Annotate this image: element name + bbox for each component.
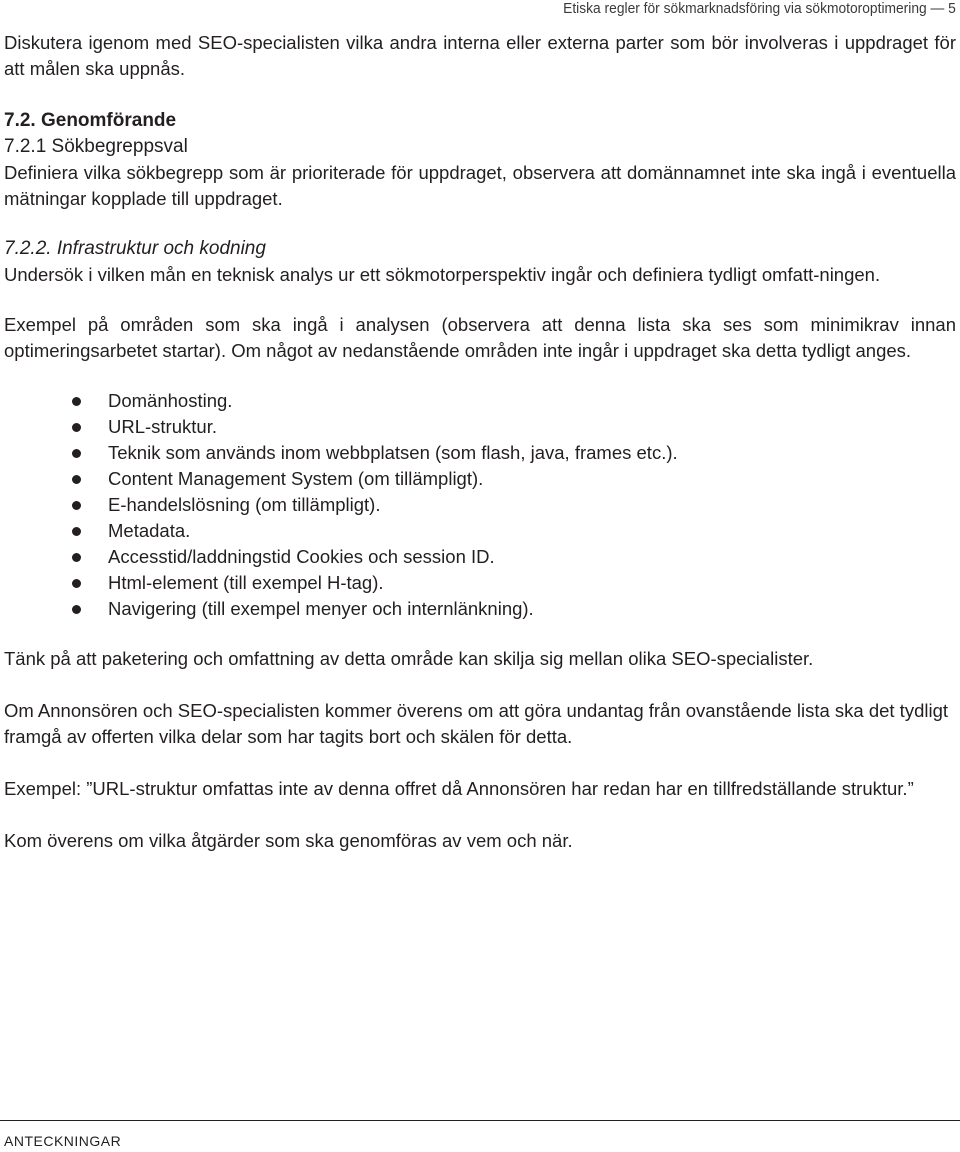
subsection-heading-infrastruktur: 7.2.2. Infrastruktur och kodning — [4, 238, 266, 259]
list-item — [4, 544, 956, 570]
list-item-text: E-handelslösning (om tillämpligt). — [108, 494, 381, 515]
infrastruktur-paragraph: Undersök i vilken mån en teknisk analys ur ett sökmotorperspektiv ingår och definiera tydligt omfatt-ningen. — [4, 264, 881, 285]
list-item — [4, 518, 956, 544]
list-item-text: Html-element (till exempel H-tag). — [108, 572, 384, 593]
bullet-icon — [72, 501, 81, 510]
list-item — [4, 414, 956, 440]
list-item-text: Accesstid/laddningstid Cookies och session ID. — [108, 546, 495, 567]
list-item-text: Navigering (till exempel menyer och internlänkning). — [108, 598, 534, 619]
agreement-paragraph: Kom överens om vilka åtgärder som ska genomföras av vem och när. — [4, 830, 573, 851]
packaging-paragraph: Tänk på att paketering och omfattning av detta område kan skilja sig mellan olika SEO-specialister. — [4, 648, 814, 669]
bullet-icon — [72, 605, 81, 614]
example-paragraph: Exempel: ”URL-struktur omfattas inte av denna offret då Annonsören har redan har en tillfredställande struktur.” — [4, 778, 914, 799]
list-item-text: Metadata. — [108, 520, 191, 541]
page-body — [4, 30, 956, 854]
list-item — [4, 440, 956, 466]
bullet-icon — [72, 553, 81, 562]
list-item — [4, 570, 956, 596]
bullet-icon — [72, 449, 81, 458]
list-item-text: Teknik som används inom webbplatsen (som flash, java, frames etc.). — [108, 442, 678, 463]
notes-divider — [0, 1120, 960, 1121]
list-item — [4, 466, 956, 492]
exceptions-paragraph: Om Annonsören och SEO-specialisten kommer överens om att göra undantag från ovanstående lista ska det tydligt framgå av offerten vilka delar som har tagits bort och skälen för detta. — [4, 700, 949, 747]
bullet-icon — [72, 475, 81, 484]
bullet-icon — [72, 527, 81, 536]
notes-label: ANTECKNINGAR — [4, 1133, 122, 1149]
examples-paragraph: Exempel på områden som ska ingå i analysen (observera att denna lista ska ses som minimikrav innan optimeringsarbetet startar). Om något av nedanstående områden inte ingår i uppdraget ska detta tydligt anges. — [4, 314, 956, 361]
subsection-heading-sokbegreppsval: 7.2.1 Sökbegreppsval — [4, 136, 188, 157]
bullet-icon — [72, 579, 81, 588]
list-item-text: Domänhosting. — [108, 390, 233, 411]
list-item — [4, 388, 956, 414]
intro-paragraph: Diskutera igenom med SEO-specialisten vilka andra interna eller externa parter som bör involveras i uppdraget för att målen ska uppnås. — [4, 32, 956, 79]
bullet-icon — [72, 423, 81, 432]
bullet-icon — [72, 397, 81, 406]
section-heading-genomforande: 7.2. Genomförande — [4, 110, 177, 131]
list-item-text: Content Management System (om tillämpligt). — [108, 468, 484, 489]
analysis-areas-list — [4, 388, 956, 622]
running-header: Etiska regler för sökmarknadsföring via sökmotoroptimering — 5 — [563, 0, 956, 17]
list-item — [4, 596, 956, 622]
sokbegreppsval-paragraph: Definiera vilka sökbegrepp som är prioriterade för uppdraget, observera att domännamnet inte ska ingå i eventuella mätningar kopplade till uppdraget. — [4, 162, 956, 209]
list-item-text: URL-struktur. — [108, 416, 217, 437]
list-item — [4, 492, 956, 518]
